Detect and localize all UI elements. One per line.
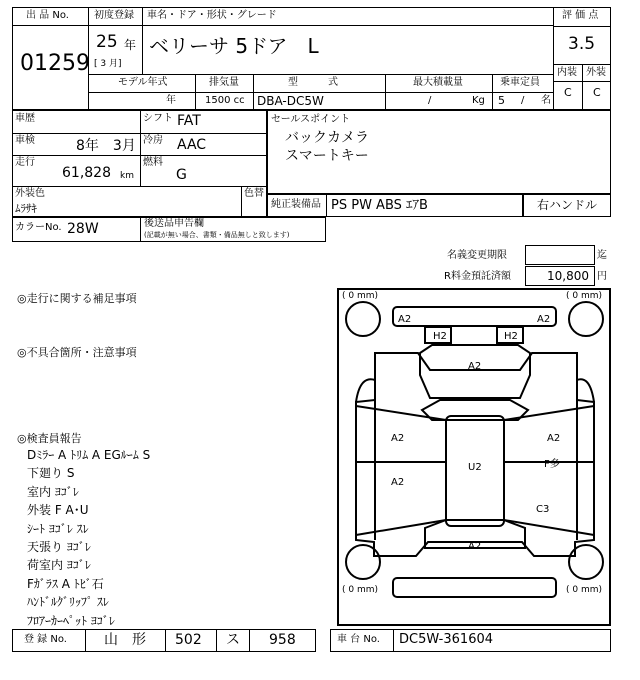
inspector-lines	[27, 447, 150, 631]
damage-mark: A2	[468, 361, 482, 372]
inspection-value: 8年 3月	[76, 138, 136, 154]
reg-label: 登 録 No.	[24, 634, 67, 645]
ac-label: 冷房	[143, 135, 163, 146]
inspector-line: ｼｰﾄ ﾖｺﾞﾚ ｽﾚ	[27, 521, 89, 536]
lot-number: 01259	[20, 51, 90, 76]
fuel-label: 燃料	[143, 157, 163, 168]
reg-class: 502	[175, 632, 202, 648]
score-label: 評 価 点	[562, 10, 599, 21]
damage-mark: A2	[547, 433, 561, 444]
exterior-color-value: ﾑﾗｻｷ	[15, 202, 37, 215]
exterior-label: 外装	[586, 67, 606, 78]
damage-mark: A2	[468, 541, 482, 552]
postship-label: 後送品申告欄	[144, 218, 204, 229]
car-damage-diagram	[337, 288, 613, 626]
color-no-value: 28W	[67, 221, 99, 237]
chassis-label: 車 台 No.	[337, 634, 380, 645]
exterior-color-label: 外装色	[15, 188, 45, 199]
sales-point-2: スマートキー	[285, 148, 369, 164]
inspector-line: 下廻り S	[27, 466, 75, 481]
sales-point-1: バックカメラ	[285, 130, 369, 146]
inspector-line: Dﾐﾗｰ A ﾄﾘﾑ A EGﾙｰﾑ S	[27, 448, 151, 462]
mileage-value: 61,828	[62, 165, 111, 181]
supplement-heading: ◎走行に関する補足事項	[17, 292, 137, 305]
inspector-heading: ◎検査員報告	[17, 432, 82, 445]
capacity-value: 5	[498, 94, 505, 107]
reg-year: 25	[96, 32, 118, 52]
model-year-label: モデル年式	[118, 77, 168, 88]
reg-kana: ス	[226, 632, 240, 648]
sales-label: セールスポイント	[271, 114, 351, 125]
interior-label: 内装	[557, 67, 577, 78]
inspector-line: 天張り ﾖｺﾞﾚ	[27, 539, 91, 554]
name-change-field	[525, 245, 595, 265]
damage-mark: U2	[468, 462, 482, 473]
inspector-line: 外装 F A･U	[27, 503, 89, 518]
name-label: 車名・ドア・形状・グレード	[147, 10, 277, 21]
postship-note: (記載が無い場合、書類・備品無しと致します)	[144, 231, 290, 239]
load-label: 最大積載量	[413, 77, 463, 88]
inspection-label: 車検	[15, 135, 35, 146]
load-slash: /	[428, 95, 432, 106]
exterior-grade: C	[593, 86, 601, 99]
inspector-line: Fｶﾞﾗｽ A ﾄﾋﾞ石	[27, 576, 104, 591]
damage-mark: C3	[536, 504, 550, 515]
inspector-line: ﾊﾝﾄﾞﾙｸﾞﾘｯﾌﾟ ｽﾚ	[27, 595, 109, 610]
name-change-unit: 迄	[597, 250, 607, 261]
capacity-slash: /	[521, 95, 525, 106]
capacity-label: 乗車定員	[500, 77, 540, 88]
score-value: 3.5	[568, 34, 596, 54]
displacement-value: 1500 cc	[205, 95, 245, 106]
reg-month: [ 3 月]	[94, 59, 122, 69]
model-year-unit: 年	[166, 95, 176, 106]
inspector-line: 室内 ﾖｺﾞﾚ	[27, 484, 79, 499]
tire-label-fl: ( 0 mm)	[342, 291, 379, 301]
mileage-unit: km	[120, 171, 134, 181]
chassis-no: DC5W-361604	[399, 632, 494, 647]
steering-value: 右ハンドル	[537, 198, 598, 212]
damage-mark: A2	[537, 314, 551, 325]
damage-mark: A2	[398, 314, 412, 325]
color-no-label: カラーNo.	[15, 222, 62, 233]
shift-label: シフト	[143, 113, 173, 124]
recycle-value: 10,800	[547, 269, 589, 283]
inspector-line: ﾌﾛｱｰｶｰﾍﾟｯﾄ ﾖｺﾞﾚ	[27, 613, 115, 628]
history-label: 車歴	[15, 113, 35, 124]
shift-value: FAT	[177, 113, 201, 129]
recycle-label: R料金預託済額	[444, 271, 511, 282]
tire-label-rl: ( 0 mm)	[342, 585, 379, 595]
tire-label-fr: ( 0 mm)	[566, 291, 603, 301]
damage-mark: A2	[391, 477, 405, 488]
damage-mark: H2	[504, 331, 518, 342]
equipment-label: 純正装備品	[271, 199, 321, 210]
lot-label: 出 品 No.	[26, 10, 69, 21]
type-label: 型 式	[288, 77, 338, 88]
type-value: DBA-DC5W	[257, 94, 324, 108]
mileage-label: 走行	[15, 157, 35, 168]
ac-value: AAC	[177, 137, 207, 153]
damage-mark: F多	[544, 459, 560, 470]
car-name: ベリーサ 5ドア L	[149, 34, 319, 58]
fuel-value: G	[176, 167, 187, 183]
tire-label-rr: ( 0 mm)	[566, 585, 603, 595]
first-reg-label: 初度登録	[94, 10, 134, 21]
reg-year-unit: 年	[124, 38, 137, 52]
displacement-label: 排気量	[209, 77, 239, 88]
reg-region: 山 形	[104, 632, 146, 648]
color-change-label: 色替	[244, 188, 264, 199]
damage-mark: H2	[433, 331, 447, 342]
capacity-unit: 名	[541, 95, 551, 106]
interior-grade: C	[564, 86, 572, 99]
inspector-line: 荷室内 ﾖｺﾞﾚ	[27, 558, 91, 573]
equipment-value: PS PW ABS ｴｱB	[331, 198, 428, 213]
damage-mark: A2	[391, 433, 405, 444]
reg-number: 958	[269, 632, 296, 648]
recycle-unit: 円	[597, 271, 607, 282]
defects-heading: ◎不具合箇所・注意事項	[17, 346, 137, 359]
load-unit: Kg	[472, 95, 485, 106]
name-change-label: 名義変更期限	[447, 250, 507, 261]
